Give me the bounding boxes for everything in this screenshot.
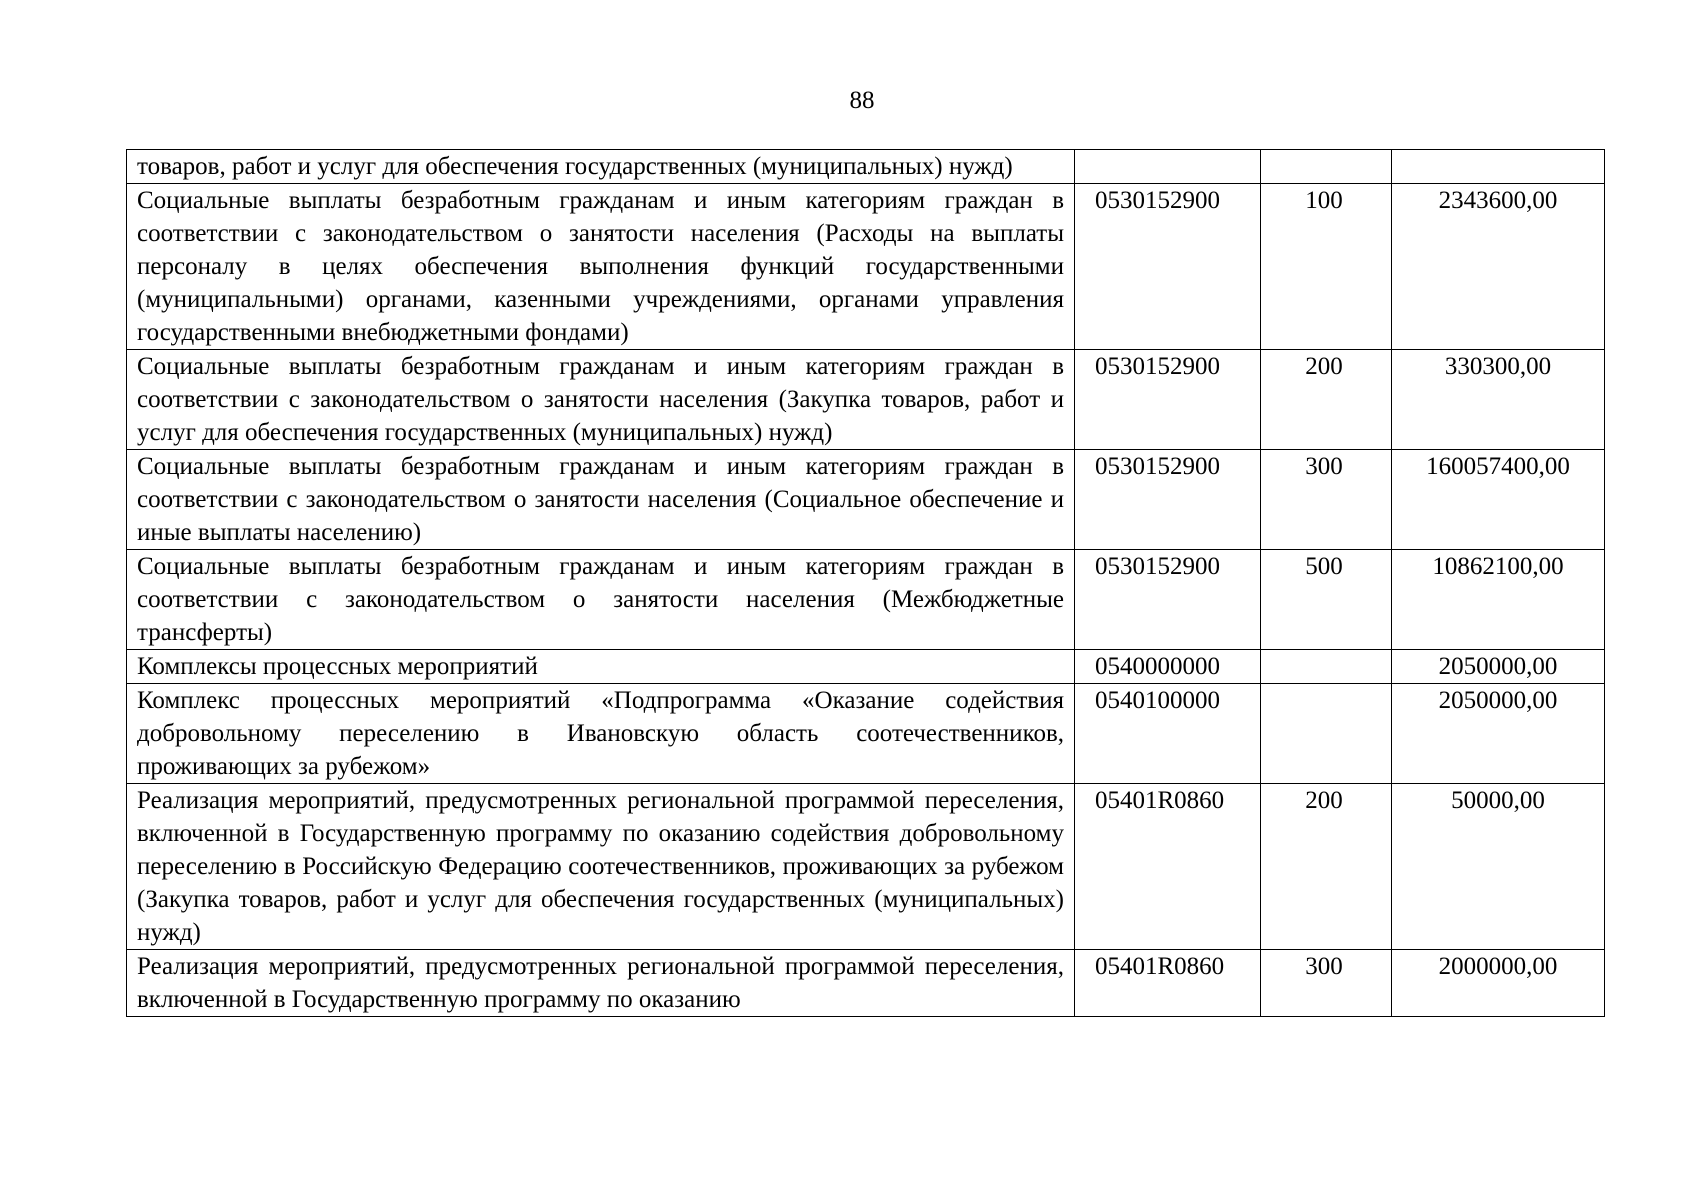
- row-amount: 50000,00: [1392, 784, 1605, 950]
- row-code: 0530152900: [1075, 184, 1261, 350]
- row-description: Социальные выплаты безработным гражданам и иным категориям граждан в соответствии с законодательством о занятости населения (Межбюджетные трансферты): [127, 550, 1075, 650]
- row-amount: [1392, 150, 1605, 184]
- table-row: [127, 150, 1605, 184]
- row-code: 0540000000: [1075, 650, 1261, 684]
- row-expense-type: 200: [1261, 350, 1392, 450]
- row-code: 05401R0860: [1075, 950, 1261, 1017]
- table-row: [127, 684, 1605, 784]
- row-code: 0530152900: [1075, 550, 1261, 650]
- table-row: [127, 450, 1605, 550]
- row-amount: 330300,00: [1392, 350, 1605, 450]
- page-number: 88: [849, 87, 875, 114]
- row-amount: 2000000,00: [1392, 950, 1605, 1017]
- row-expense-type: 200: [1261, 784, 1392, 950]
- row-code: 0530152900: [1075, 450, 1261, 550]
- row-description: товаров, работ и услуг для обеспечения государственных (муниципальных) нужд): [127, 150, 1075, 184]
- row-amount: 2343600,00: [1392, 184, 1605, 350]
- row-expense-type: 500: [1261, 550, 1392, 650]
- row-expense-type: [1261, 650, 1392, 684]
- row-description: Реализация мероприятий, предусмотренных региональной программой переселения, включенной в Государственную программу по оказанию содействия добровольному переселению в Российскую Федерацию соотечественников, проживающих за рубежом (Закупка товаров, работ и услуг для обеспечения государственных (муниципальных) нужд): [127, 784, 1075, 950]
- row-description: Социальные выплаты безработным гражданам и иным категориям граждан в соответствии с законодательством о занятости населения (Социальное обеспечение и иные выплаты населению): [127, 450, 1075, 550]
- row-amount: 2050000,00: [1392, 650, 1605, 684]
- row-code: 0540100000: [1075, 684, 1261, 784]
- row-description: Комплекс процессных мероприятий «Подпрограмма «Оказание содействия добровольному переселению в Ивановскую область соотечественников, проживающих за рубежом»: [127, 684, 1075, 784]
- table-row: [127, 550, 1605, 650]
- table-row: [127, 950, 1605, 1017]
- row-amount: 2050000,00: [1392, 684, 1605, 784]
- row-description: Социальные выплаты безработным гражданам и иным категориям граждан в соответствии с законодательством о занятости населения (Расходы на выплаты персоналу в целях обеспечения выполнения функций государственными (муниципальными) органами, казенными учреждениями, органами управления государственными внебюджетными фондами): [127, 184, 1075, 350]
- row-description: Комплексы процессных мероприятий: [127, 650, 1075, 684]
- row-description: Реализация мероприятий, предусмотренных региональной программой переселения, включенной в Государственную программу по оказанию: [127, 950, 1075, 1017]
- row-expense-type: 300: [1261, 950, 1392, 1017]
- table-row: [127, 184, 1605, 350]
- row-amount: 160057400,00: [1392, 450, 1605, 550]
- row-expense-type: 300: [1261, 450, 1392, 550]
- table-row: [127, 350, 1605, 450]
- budget-table: [126, 149, 1605, 1017]
- row-code: [1075, 150, 1261, 184]
- row-code: 05401R0860: [1075, 784, 1261, 950]
- table-row: [127, 650, 1605, 684]
- row-amount: 10862100,00: [1392, 550, 1605, 650]
- row-code: 0530152900: [1075, 350, 1261, 450]
- row-expense-type: 100: [1261, 184, 1392, 350]
- row-expense-type: [1261, 684, 1392, 784]
- table-row: [127, 784, 1605, 950]
- row-description: Социальные выплаты безработным гражданам и иным категориям граждан в соответствии с законодательством о занятости населения (Закупка товаров, работ и услуг для обеспечения государственных (муниципальных) нужд): [127, 350, 1075, 450]
- row-expense-type: [1261, 150, 1392, 184]
